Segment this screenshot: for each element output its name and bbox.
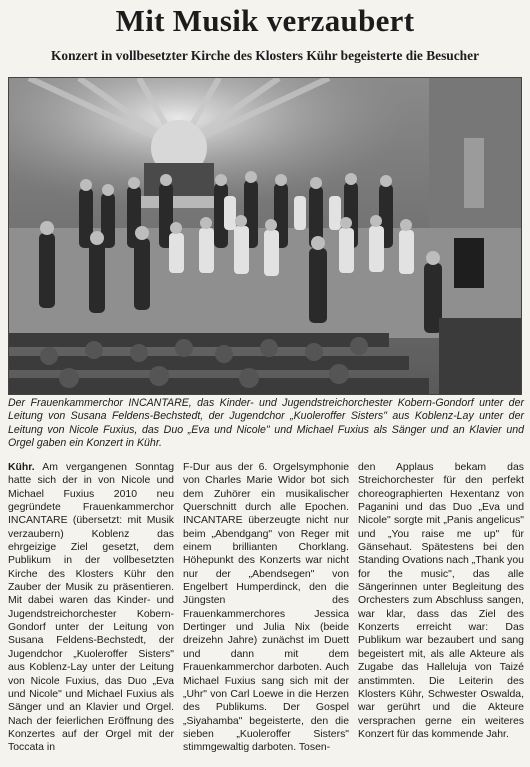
subheadline: Konzert in vollbesetzter Kirche des Klosters Kühr begeisterte die Besucher bbox=[50, 48, 480, 63]
photo-caption: Der Frauenkammerchor INCANTARE, das Kinder- und Jugendstreichorchester Kobern-Gondorf unter der Leitung von Susana Feldens-Bechstedt, der Jugendchor „Kuoleroffer Sisters" aus Koblenz-Lay unter der Leitung von Nicole Fuxius, das Duo „Eva und Nicole" und Michael Fuxius als Sänger und an Klavier und Orgel gaben ein Konzert in Kühr. bbox=[8, 397, 524, 450]
article-column-3: den Applaus bekam das Streichorchester für den perfekt choreographierten Hexentanz von Paganini und das Duo „Eva und Nicole" sorgte mit „Panis angelicus" und „You raise me up" für Gänsehaut. Spätestens bei den Standing Ovations nach „Thank you for the music", das alle Sängerinnen unter Begleitung des Orchesters zum Abschluss sangen, war klar, dass das Ziel des Konzerts erreicht war: Das Publikum war bezaubert und sang begeistert mit, als alle Akteure als Zugabe das Halleluja von Taizé anstimmten. Die Leiterin des Klosters Kühr, Schwester Oswalda, war gerührt und die Akteure versprachen gerne ein weiteres Konzert für das kommende Jahr. bbox=[358, 462, 524, 740]
article-column-1-text: Am vergangenen Sonntag hatte sich der in von Nicole und Michael Fuxius 2010 neu gegründete Frauenkammerchor INCANTARE (übersetzt: mit Musik verzaubern) Koblenz das ehrgeizige Ziel gesetzt, dem Publikum in der vollbesetzten Kirche des Klosters Kühr den Zauber der Musik zu präsentieren. Mit dabei waren das Kinder- und Jugendstreichorchester Kobern-Gondorf unter der Leitung von Susana Feldens-Bechstedt, der Jugendchor „Kuoleroffer Sisters" aus Koblenz-Lay unter der Leitung von Nicole Fuxius, das Duo „Eva und Nicole" und Michael Fuxius als Sänger und an Klavier und Orgel. Nach der feierlichen Eröffnung des Konzertes auf der Orgel mit der Toccata in bbox=[8, 462, 174, 754]
article-column-2: F-Dur aus der 6. Orgelsymphonie von Charles Marie Widor bot sich dem Zuhörer ein musikalischer Querschnitt durch alle Epochen. INCANTARE überzeugte nicht nur beim „Abendgang" von Reger mit einem brillianten Chorklang. Höhepunkt des Konzerts war nicht nur der „Abendsegen" von Engelbert Humperdinck, den die Jüngsten des Frauenkammerchores Jessica Dertinger und Julia Nix (beide dreizehn Jahre) zunächst im Duett und dann mit dem Frauenkammerchor darboten. Auch Michael Fuxius sang sich mit der „Uhr" von Carl Loewe in die Herzen des Publikums. Der Gospel „Siyahamba" begeisterte, den die sieben „Kuoleroffer Sisters" stimmgewaltig darboten. Tosen- bbox=[183, 462, 349, 754]
article-column-1 bbox=[8, 461, 174, 761]
dateline: Kühr. bbox=[8, 462, 35, 473]
article-body bbox=[8, 461, 524, 761]
headline: Mit Musik verzaubert bbox=[115, 3, 415, 38]
concert-photo bbox=[8, 77, 522, 395]
